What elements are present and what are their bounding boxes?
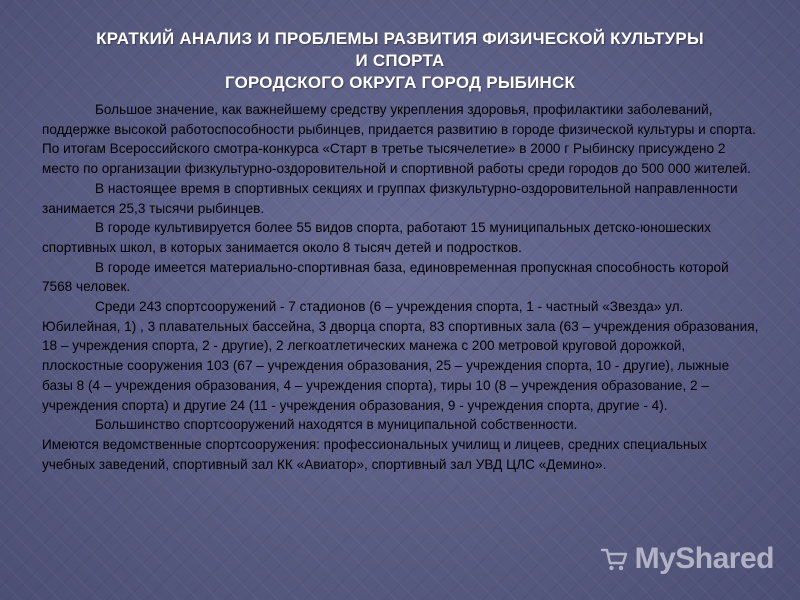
watermark-text: MyShared (634, 542, 774, 575)
paragraph-ownership: Большинство спортсооружений находятся в муниципальной собственности. (95, 417, 578, 433)
paragraph-capacity: В городе имеется материально-спортивная база, единовременная пропускная способность которой 7568 человек. (42, 259, 729, 295)
slide-body (42, 100, 762, 474)
title-line-1: КРАТКИЙ АНАЛИЗ И ПРОБЛЕМЫ РАЗВИТИЯ ФИЗИЧЕСКОЙ КУЛЬТУРЫ (96, 29, 704, 48)
cart-icon (599, 544, 629, 574)
paragraph-participants: В настоящее время в спортивных секциях и группах физкультурно-оздоровительной направленности занимается 25,3 тысячи рыбинцев. (42, 180, 738, 216)
watermark (599, 542, 774, 576)
paragraph-departmental: Имеются ведомственные спортсооружения: профессиональных училищ и лицеев, средних специальных учебных заведений, спортивный зал КК «Авиатор», спортивный зал УВД ЦЛС «Демино». (42, 436, 707, 472)
title-line-2: И СПОРТА (355, 51, 445, 70)
paragraph-facilities: Среди 243 спортсооружений - 7 стадионов (6 – учреждения спорта, 1 - частный «Звезда» ул. Юбилейная, 1) , 3 плавательных бассейна, 3 дворца спорта, 83 спортивных зала (63 – учреждения образования, 18 – учреждения спорта, 2 - другие), 2 легкоатлетических манежа с 200 метровой круговой дорожкой, плоскостные сооружения 103 (67 – учреждения образования, 25 – учреждения спорта, 10 - другие), лыжные базы 8 (4 – учреждения образования, 4 – учреждения спорта), тиры 10 (8 – учреждения образование, 2 – учреждения спорта) и другие 24 (11 - учреждения образования, 9 - учреждения спорта, другие - 4). (42, 299, 759, 413)
title-line-3: ГОРОДСКОГО ОКРУГА ГОРОД РЫБИНСК (224, 73, 576, 92)
slide-title (20, 28, 780, 94)
paragraph-importance: Большое значение, как важнейшему средству укрепления здоровья, профилактики заболеваний, поддержке высокой работоспособности рыбинцев, придается развитию в городе физической культуры и спорта. По итогам Всероссийского смотра-конкурса «Старт в третье тысячелетие» в 2000 г Рыбинску присуждено 2 место по организации физкультурно-оздоровительной и спортивной работы среди городов до 500 000 жителей. (42, 102, 756, 177)
paragraph-sports-schools: В городе культивируется более 55 видов спорта, работают 15 муниципальных детско-юношеских спортивных школ, в которых занимается около 8 тысяч детей и подростков. (42, 220, 711, 255)
